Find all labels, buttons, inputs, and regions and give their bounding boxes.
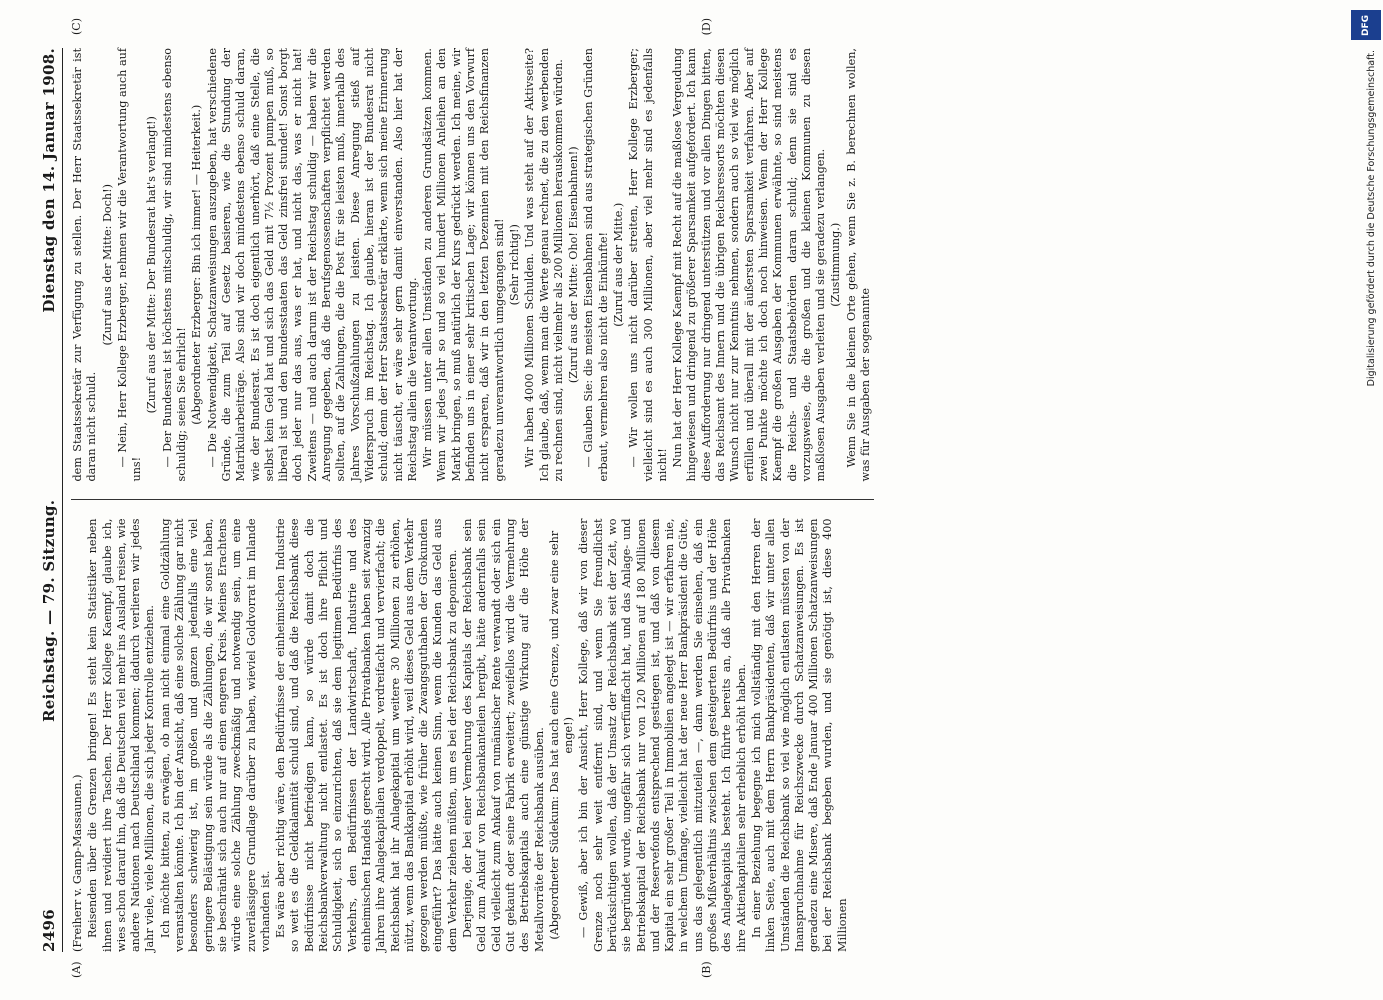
dfg-logo: DFG <box>1351 10 1381 40</box>
paragraph: Wir haben 4000 Millionen Schulden. Und was steht auf der Aktivseite? Ich glaube, daß, wenn man die Werte genau rechnet, die zu den werbenden zu rechnen sind, nicht vielmehr als 200 Millionen herauskommen würden. <box>523 48 565 482</box>
paragraph: (Zustimmung.) <box>829 222 843 307</box>
paragraph: In einer Beziehung begegne ich mich vollständig mit den Herren der linken Seite, auch mit dem Herrn Bankpräsidenten, daß wir unter allen Umständen die Reichsbank so viel wie möglich entlasten müssten von der Inanspruchnahme für Reichszwecke durch Schatzanweisungen. Es ist geradezu eine Misere, daß Ende Januar 400 Millionen Schatzanweisungen bei der Reichsbank begeben wurden, und sie genötigt ist, diese 400 Millionen <box>749 518 849 952</box>
paragraph: (Sehr richtig!) <box>507 224 521 306</box>
paragraph: — Gewiß, aber ich bin der Ansicht, Herr Kollege, daß wir von dieser Grenze noch sehr weit entfernt sind, und wenn Sie freundlichst berücksichtigen wollen, daß der Umsatz der Reichsbank seit der Zeit, wo sie begründet wurde, ungefähr sich verfünffacht hat, und das Anlage- und Betriebskapital der Reichsbank nur von 120 Millionen auf 180 Millionen und der Reservefonds entsprechend gestiegen ist, und daß von diesem Kapital ein sehr großer Teil in Immobilien angelegt ist — wir erfahren nie, in welchem Umfange, vielleicht hat der neue Herr Bankpräsident die Güte, uns das gelegentlich mitzuteilen —, dann werden Sie einsehen, daß ein großes Mißverhältnis zwischen dem gesteigerten Bedürfnis und der Höhe des Anlagekapitals besteht. Ich führte bereits an, daß alle Privatbanken ihre Aktienkapitalien sehr erheblich erhöht haben. <box>577 518 748 952</box>
margin-marker-c: (C) <box>70 18 83 35</box>
paragraph: Es wäre aber richtig wäre, den Bedürfnisse der einheimischen Industrie so weit es die Geldkalamität schuld sind, und daß die Reichsbank diese Bedürfnisse nicht befriedigen kann, so würde damit doch die Reichsbankverwaltung nicht entlastet. Es ist doch ihre Pflicht und Schuldigkeit, sich so einzurichten, daß sie dem legitimen Bedürfnis des Verkehrs, den Bedürfnissen der Landwirtschaft, Industrie und des einheimischen Handels gerecht wird. Alle Privatbanken haben seit zwanzig Jahren ihre Anlagekapitalien verdoppelt, verdreifacht und vervierfacht; die Reichsbank hat ihr Anlagekapital um weitere 30 Millionen zu erhöhen, nützt, wenn das Bankkapital erhöht wird, weil dieses Geld aus dem Verkehr gezogen werden müßte, wie früher die Zwangsguthaben der Girokunden eingeführt? Das hätte auch keinen Sinn, wenn die Kunden das Geld aus dem Verkehr ziehen müßten, um es bei der Reichsbank zu deponieren. <box>274 518 459 952</box>
paragraph: — Die Notwendigkeit, Schatzanweisungen auszugeben, hat verschiedene Gründe, die zum Teil auf Gesetz basieren, wie die Stundung der Matrikularbeiträge. Also sind wir doch mindestens ebenso schuld daran, wie der Bundesrat. Es ist doch eigentlich unerhört, daß eine Stelle, die selbst kein Geld hat und sich das Geld mit 7½ Prozent pumpen muß, so liberal ist und den Bundesstaaten das Geld zinsfrei stundet! Sonst borgt doch jeder nur das aus, was er hat, und nicht das, was er nicht hat! Zweitens — und auch darum ist der Reichstag schuldig — haben wir die Anregung gegeben, daß die Berufsgenossenschaften verpflichtet werden sollten, auf die Zahlungen, die die Post für sie leisten muß, innerhalb des Jahres Vorschußzahlungen zu leisten. Diese Anregung stieß auf Widerspruch im Reichstag. Ich glaube, hieran ist der Bundesrat nicht schuld; denn der Herr Staatssekretär erklärte, wenn sich meine Erinnerung nicht täuscht, er wäre sehr gern damit einverstanden. Also hier hat der Reichstag allein die Verantwortung. <box>205 48 419 482</box>
margin-marker-a: (A) <box>70 961 83 978</box>
column-right <box>71 48 874 482</box>
column-divider <box>71 500 874 501</box>
header-session: Reichstag. — 79. Sitzung. <box>40 499 58 722</box>
digitization-credit: Digitalisierung gefördert durch die Deutsche Forschungsgemeinschaft. <box>1366 50 1377 387</box>
paragraph: (Zuruf aus der Mitte: Doch!) <box>100 184 114 346</box>
paragraph: — Der Bundesrat ist höchstens mitschuldig, wir sind mindestens ebenso schuldig; seien Sie ehrlich! <box>160 48 189 482</box>
paragraph: — Glauben Sie: die meisten Eisenbahnen sind aus strategischen Gründen erbaut, vermehren also nicht die Einkünfte! <box>582 48 610 482</box>
paragraph: Wir müssen unter allen Umständen zu anderen Grundsätzen kommen. Wenn wir jedes Jahr so und so viel hundert Millionen Anleihen an den Markt bringen, so muß natürlich der Kurs gedrückt werden. Ich meine, wir befinden uns in einer sehr kritischen Lage; wir können uns den Vorwurf nicht ersparen, daß wir in den letzten Dezennien mit den Reichsfinanzen geradezu unverantwortlich umgegangen sind! <box>421 48 506 482</box>
paragraph: Nun hat der Herr Kollege Kaempf mit Recht auf die maßlose Vergeudung hingewiesen und dringend zu größerer Sparsamkeit aufgefordert. Ich kann diese Aufforderung nur dringend unterstützen und vor allen Dingen bitten, das Reichsamt des Innern und die übrigen Reichsressorts möchten diesen Wunsch nicht nur zur Kenntnis nehmen, sondern auch so viel wie möglich erfüllen und überall mit der äußersten Sparsamkeit verfahren. Aber auf zwei Punkte möchte ich doch noch hinweisen. Wenn der Herr Kollege Kaempf die großen Ausgaben der Kommunen erwähnte, so sind meistens die Reichs- und Staatsbehörden daran schuld; denn sie sind es vorzugsweise, die die großen und die kleinen Kommunen zu diesen maßlosen Ausgaben verleiten und sie geradezu verlangen. <box>671 48 828 482</box>
page-number: 2496 <box>40 909 58 952</box>
paragraph: (Zuruf aus der Mitte: Der Bundesrat hat's verlangt!) <box>145 116 159 414</box>
paragraph: — Nein, Herr Kollege Erzberger, nehmen wir die Verantwortung auch auf uns! <box>115 48 144 482</box>
paragraph: (Freiherr v. Gamp-Massaunen.) <box>71 774 84 952</box>
text-columns <box>71 48 874 952</box>
paragraph: Wenn Sie in die kleinen Orte gehen, wenn Sie z. B. berechnen wollen, was für Ausgaben der sogenannte <box>844 48 873 482</box>
margin-marker-b: (B) <box>700 961 713 978</box>
paragraph: (Zuruf aus der Mitte.) <box>611 202 625 327</box>
paragraph: dem Staatssekretär zur Verfügung zu stellen. Der Herr Staatssekretär ist daran nicht schuld. <box>71 48 99 482</box>
paragraph: Reisenden über die Grenzen bringen! Es steht kein Statistiker neben ihnen und revidiert ihre Taschen. Der Herr Kollege Kaempf, glaube ich, wies schon darauf hin, daß die Deutschen viel mehr ins Ausland reisen, wie andere Nationen nach Deutschland kommen; dadurch verlieren wir jedes Jahr viele, viele Millionen, die sich jeder Kontrolle entziehen. <box>86 518 157 952</box>
header-date: Dienstag den 14. Januar 1908. <box>40 48 58 313</box>
digitization-sidebar <box>1345 6 1383 706</box>
paragraph: — Wir wollen uns nicht darüber streiten, Herr Kollege Erzberger; vielleicht sind es auch 300 Millionen, aber viel mehr sind es jedenfalls nicht! <box>627 48 669 482</box>
margin-marker-d: (D) <box>700 18 713 36</box>
paragraph: Derjenige, der bei einer Vermehrung des Kapitals der Reichsbank sein Geld zum Ankauf von Reichsbankanteilen hergibt, hätte andernfalls sein Geld vielleicht zum Ankauf von rumänischer Rente verwandt oder sich ein Gut gekauft oder seine Fabrik erweitert; zweifellos wird die Vermehrung des Betriebskapitals auch eine günstige Wirkung auf die Höhe der Metallvorräte der Reichsbank ausüben. <box>461 518 546 952</box>
paragraph: (Zuruf aus der Mitte: Oho! Eisenbahnen!) <box>567 146 581 384</box>
paragraph: (Abgeordneter Erzberger: Bin ich immer! — Heiterkeit.) <box>190 104 204 425</box>
column-left <box>71 519 874 953</box>
page-header <box>40 48 63 952</box>
paragraph: (Abgeordneter Südekum: Das hat auch eine Grenze, und zwar eine sehr enge!) <box>547 530 576 940</box>
paragraph: Ich möchte bitten, zu erwägen, ob man nicht einmal eine Goldzählung veranstalten könnte. Ich bin der Ansicht, daß eine solche Zählung gar nicht besonders schwierig ist, im großen und ganzen jedenfalls eine viel geringere Belästigung sein würde als die Zählungen, die wir sonst haben, sie beschränkt sich auch nur auf einen engeren Kreis. Meines Erachtens würde eine solche Zählung zweckmäßig und notwendig sein, um eine zuverlässigere Grundlage darüber zu haben, wieviel Goldvorrat im Inlande vorhanden ist. <box>158 518 272 952</box>
